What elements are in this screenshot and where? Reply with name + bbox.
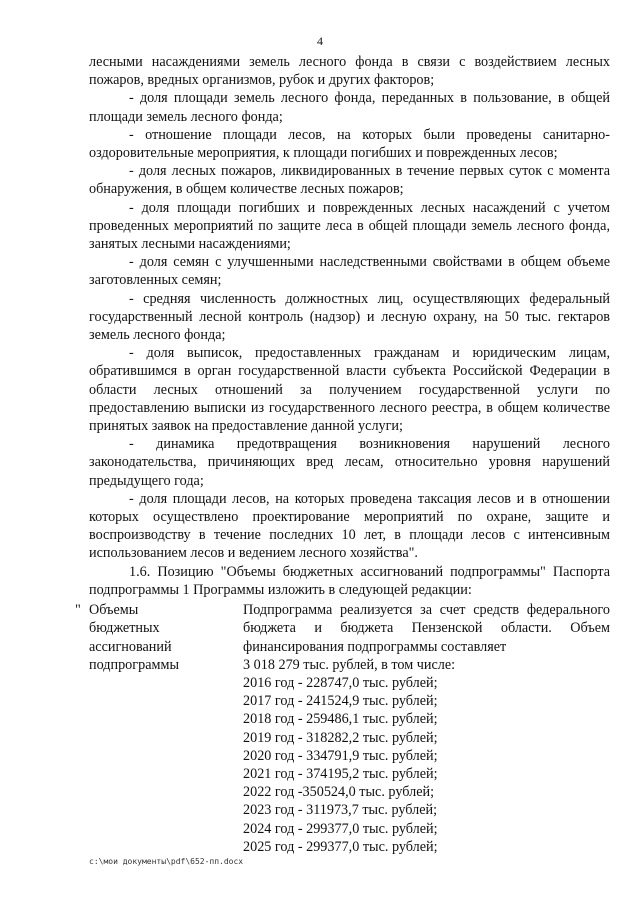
left-line: ассигнований <box>89 638 172 655</box>
file-path-footer: c:\мои документы\pdf\652-пп.docx <box>89 857 244 866</box>
left-line: подпрограммы <box>89 656 179 673</box>
right-intro: Подпрограмма реализуется за счет средств федерального бюджета и бюджета Пензенской области. Объем финансирования подпрограммы составляет <box>243 602 610 655</box>
budget-line: 2024 год - 299377,0 тыс. рублей; <box>243 820 438 837</box>
paragraph: - динамика предотвращения возникновения нарушений лесного законодательства, причиняющих вред лесам, относительно уровня нарушений предыдущего года; <box>89 436 610 489</box>
open-quote: " <box>75 602 81 619</box>
budget-line: 2025 год - 299377,0 тыс. рублей; <box>243 838 438 855</box>
document-body <box>75 53 610 871</box>
budget-line: 3 018 279 тыс. рублей, в том числе: <box>243 656 456 673</box>
paragraph: 1.6. Позицию "Объемы бюджетных ассигнований подпрограммы" Паспорта подпрограммы 1 Программы изложить в следующей редакции: <box>89 563 610 598</box>
page-number: 4 <box>317 34 323 48</box>
budget-line: 2017 год - 241524,9 тыс. рублей; <box>243 693 438 710</box>
paragraphs <box>89 53 610 599</box>
left-line: бюджетных <box>89 620 160 637</box>
paragraph: лесными насаждениями земель лесного фонда в связи с воздействием лесных пожаров, вредных организмов, рубок и других факторов; <box>89 54 610 89</box>
budget-line: 2019 год - 318282,2 тыс. рублей; <box>243 729 438 746</box>
budget-line: 2018 год - 259486,1 тыс. рублей; <box>243 711 438 728</box>
budget-line: 2020 год - 334791,9 тыс. рублей; <box>243 747 438 764</box>
budget-line: 2022 год -350524,0 тыс. рублей; <box>243 784 435 801</box>
right-lines <box>243 656 610 856</box>
paragraph: - доля семян с улучшенными наследственными свойствами в общем объеме заготовленных семян; <box>89 254 610 289</box>
paragraph: - доля площади лесов, на которых проведена таксация лесов и в отношении которых осуществлено проектирование мероприятий по охране, защите и воспроизводству в течение последних 10 лет, в площади лесов с интенсивным использованием лесов и ведением лесного хозяйства". <box>89 490 610 562</box>
budget-line: 2021 год - 374195,2 тыс. рублей; <box>243 765 438 782</box>
table-left-cell <box>89 601 229 674</box>
budget-line: 2016 год - 228747,0 тыс. рублей; <box>243 674 438 691</box>
table-right-cell <box>243 601 610 856</box>
paragraph: - доля площади земель лесного фонда, переданных в пользование, в общей площади земель лесного фонда; <box>89 90 610 125</box>
left-line: Объемы <box>89 602 139 619</box>
paragraph: - отношение площади лесов, на которых были проведены санитарно-оздоровительные мероприятия, к площади погибших и поврежденных лесов; <box>89 126 610 162</box>
budget-line: 2023 год - 311973,7 тыс. рублей; <box>243 802 438 819</box>
budget-table <box>75 601 610 871</box>
paragraph: - доля площади погибших и поврежденных лесных насаждений с учетом проведенных мероприятий по защите леса в общей площади земель лесного фонда, занятых лесными насаждениями; <box>89 199 610 253</box>
paragraph: - средняя численность должностных лиц, осуществляющих федеральный государственный лесной контроль (надзор) и лесную охрану, на 50 тыс. гектаров земель лесного фонда; <box>89 290 610 344</box>
paragraph: - доля лесных пожаров, ликвидированных в течение первых суток с момента обнаружения, в общем количестве лесных пожаров; <box>89 163 610 198</box>
paragraph: - доля выписок, предоставленных гражданам и юридическим лицам, обратившимся в орган государственной власти субъекта Российской Федерации в области лесных отношений за получением государственной услуги по предоставлению выписки из государственного лесного реестра, в общем количестве принятых заявок на предоставление данной услуги; <box>89 345 610 435</box>
